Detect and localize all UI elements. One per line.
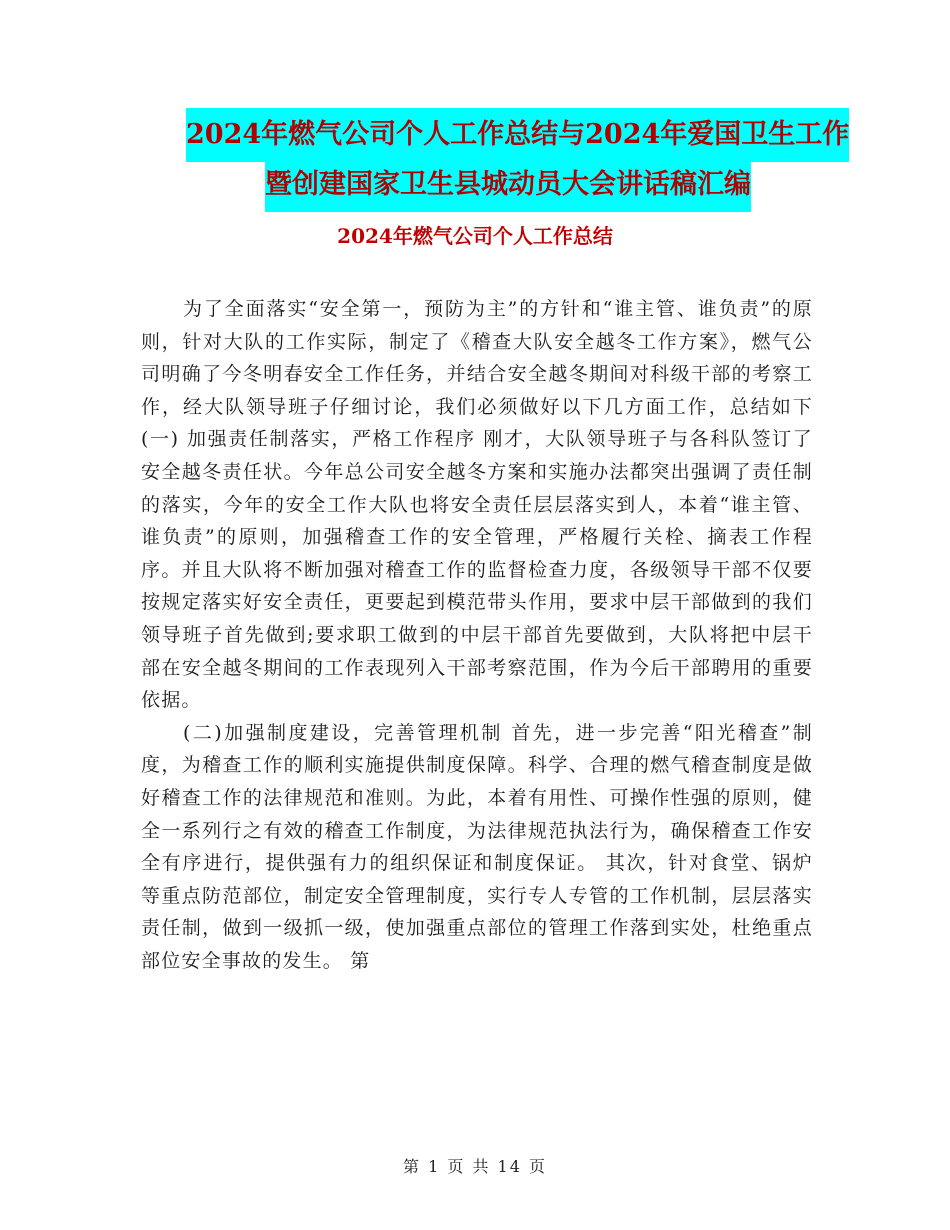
title-line-2: 暨创建国家卫生县城动员大会讲话稿汇编 [265, 158, 751, 212]
body-text [141, 293, 813, 977]
title-line-1: 2024年燃气公司个人工作总结与2024年爱国卫生工作 [186, 108, 849, 162]
section-title: 2024年燃气公司个人工作总结 [337, 224, 613, 248]
paragraph-2: (二)加强制度建设，完善管理机制 首先，进一步完善“阳光稽查”制度，为稽查工作的顺利实施提供制度保障。科学、合理的燃气稽查制度是做好稽查工作的法律规范和准则。为此，本着有用性、可操作性强的原则，健全一系列行之有效的稽查工作制度，为法律规范执法行为，确保稽查工作安全有序进行，提供强有力的组织保证和制度保证。 其次，针对食堂、锅炉等重点防范部位，制定安全管理制度，实行专人专管的工作机制，层层落实责任制，做到一级抓一级，使加强重点部位的管理工作落到实处，杜绝重点部位安全事故的发生。 第 [141, 721, 813, 972]
page-footer: 第 1 页 共 14 页 [403, 1157, 547, 1176]
paragraph-1: 为了全面落实“安全第一，预防为主”的方针和“谁主管、谁负责”的原则，针对大队的工作实际，制定了《稽查大队安全越冬工作方案》，燃气公司明确了今冬明春安全工作任务，并结合安全越冬期间对科级干部的考察工作，经大队领导班子仔细讨论，我们必须做好以下几方面工作，总结如下(一) 加强责任制落实，严格工作程序 刚才，大队领导班子与各科队签订了安全越冬责任状。今年总公司安全越冬方案和实施办法都突出强调了责任制的落实，今年的安全工作大队也将安全责任层层落实到人，本着“谁主管、谁负责”的原则，加强稽查工作的安全管理，严格履行关栓、摘表工作程序。并且大队将不断加强对稽查工作的监督检查力度，各级领导干部不仅要按规定落实好安全责任，更要起到模范带头作用，要求中层干部做到的我们领导班子首先做到;要求职工做到的中层干部首先要做到，大队将把中层干部在安全越冬期间的工作表现列入干部考察范围，作为今后干部聘用的重要依据。 [141, 298, 813, 712]
